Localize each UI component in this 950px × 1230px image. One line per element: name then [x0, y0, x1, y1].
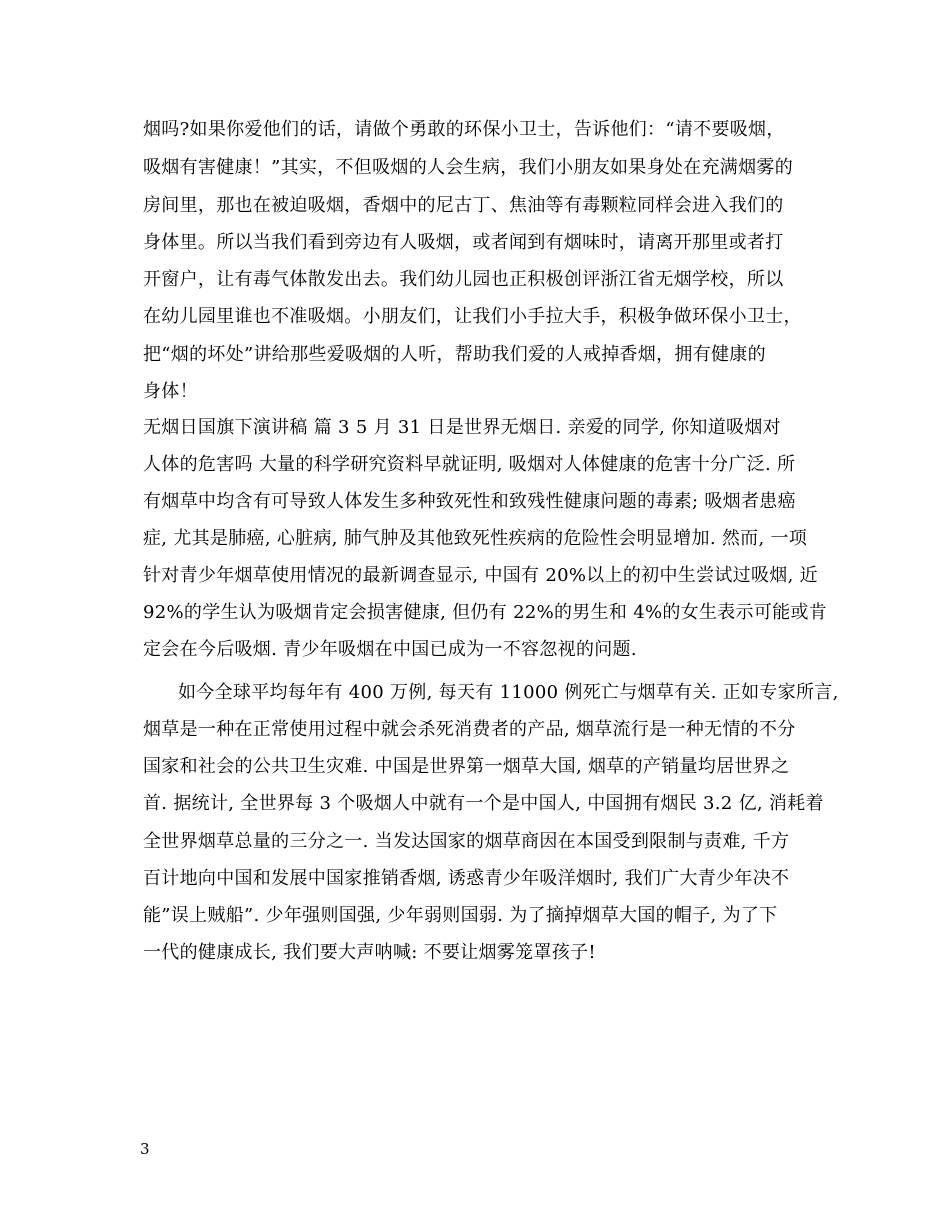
- text-line: 一代的健康成长, 我们要大声呐喊: 不要让烟雾笼罩孩子!: [143, 942, 596, 963]
- text-line: 在幼儿园里谁也不准吸烟。小朋友们，让我们小手拉大手，积极争做环保小卫士，: [143, 306, 802, 327]
- text-line: 百计地向中国和发展中国家推销香烟, 诱惑青少年吸洋烟时, 我们广大青少年决不: [143, 868, 790, 889]
- text-line: 身体里。所以当我们看到旁边有人吸烟，或者闻到有烟味时，请离开那里或者打: [143, 232, 784, 253]
- text-line: 身体！: [143, 381, 198, 402]
- text-line: 无烟日国旗下演讲稿 篇 3 5 月 31 日是世界无烟日. 亲爱的同学, 你知道吸烟对: [143, 417, 781, 438]
- text-line: 人体的危害吗 大量的科学研究资料早就证明, 吸烟对人体健康的危害十分广泛. 所: [143, 454, 796, 475]
- text-line: 吸烟有害健康！”其实，不但吸烟的人会生病，我们小朋友如果身处在充满烟雾的: [143, 157, 793, 178]
- text-line: 如今全球平均每年有 400 万例, 每天有 11000 例死亡与烟草有关. 正如专家所言,: [178, 682, 839, 703]
- text-line: 针对青少年烟草使用情况的最新调查显示, 中国有 20%以上的初中生尝试过吸烟, 近: [143, 565, 818, 586]
- text-line: 92%的学生认为吸烟肯定会损害健康, 但仍有 22%的男生和 4%的女生表示可能或肯: [143, 602, 828, 623]
- text-line: 房间里，那也在被迫吸烟，香烟中的尼古丁、焦油等有毒颗粒同样会进入我们的: [143, 195, 784, 216]
- text-line: 烟草是一种在正常使用过程中就会杀死消费者的产品, 烟草流行是一种无情的不分: [143, 719, 796, 740]
- text-line: 把“烟的坏处”讲给那些爱吸烟的人听，帮助我们爱的人戒掉香烟，拥有健康的: [143, 344, 766, 365]
- text-line: 全世界烟草总量的三分之一. 当发达国家的烟草商因在本国受到限制与责难, 千方: [143, 831, 790, 852]
- text-line: 首. 据统计, 全世界每 3 个吸烟人中就有一个是中国人, 中国拥有烟民 3.2 亿, 消耗着: [143, 793, 824, 814]
- text-line: 能”误上贼船”. 少年强则国强, 少年弱则国弱. 为了摘掉烟草大国的帽子, 为了下: [143, 905, 778, 926]
- page-number: 3: [140, 1140, 150, 1158]
- text-line: 有烟草中均含有可导致人体发生多种致死性和致残性健康问题的毒素; 吸烟者患癌: [143, 491, 796, 512]
- text-line: 开窗户，让有毒气体散发出去。我们幼儿园也正积极创评浙江省无烟学校，所以: [143, 269, 784, 290]
- text-line: 定会在今后吸烟. 青少年吸烟在中国已成为一不容忽视的问题.: [143, 639, 637, 660]
- text-line: 国家和社会的公共卫生灾难. 中国是世界第一烟草大国, 烟草的产销量均居世界之: [143, 756, 790, 777]
- text-line: 症, 尤其是肺癌, 心脏病, 肺气肿及其他致死性疾病的危险性会明显增加. 然而, 一项: [143, 528, 808, 549]
- text-line: 烟吗?如果你爱他们的话，请做个勇敢的环保小卫士，告诉他们：“请不要吸烟，: [143, 119, 785, 140]
